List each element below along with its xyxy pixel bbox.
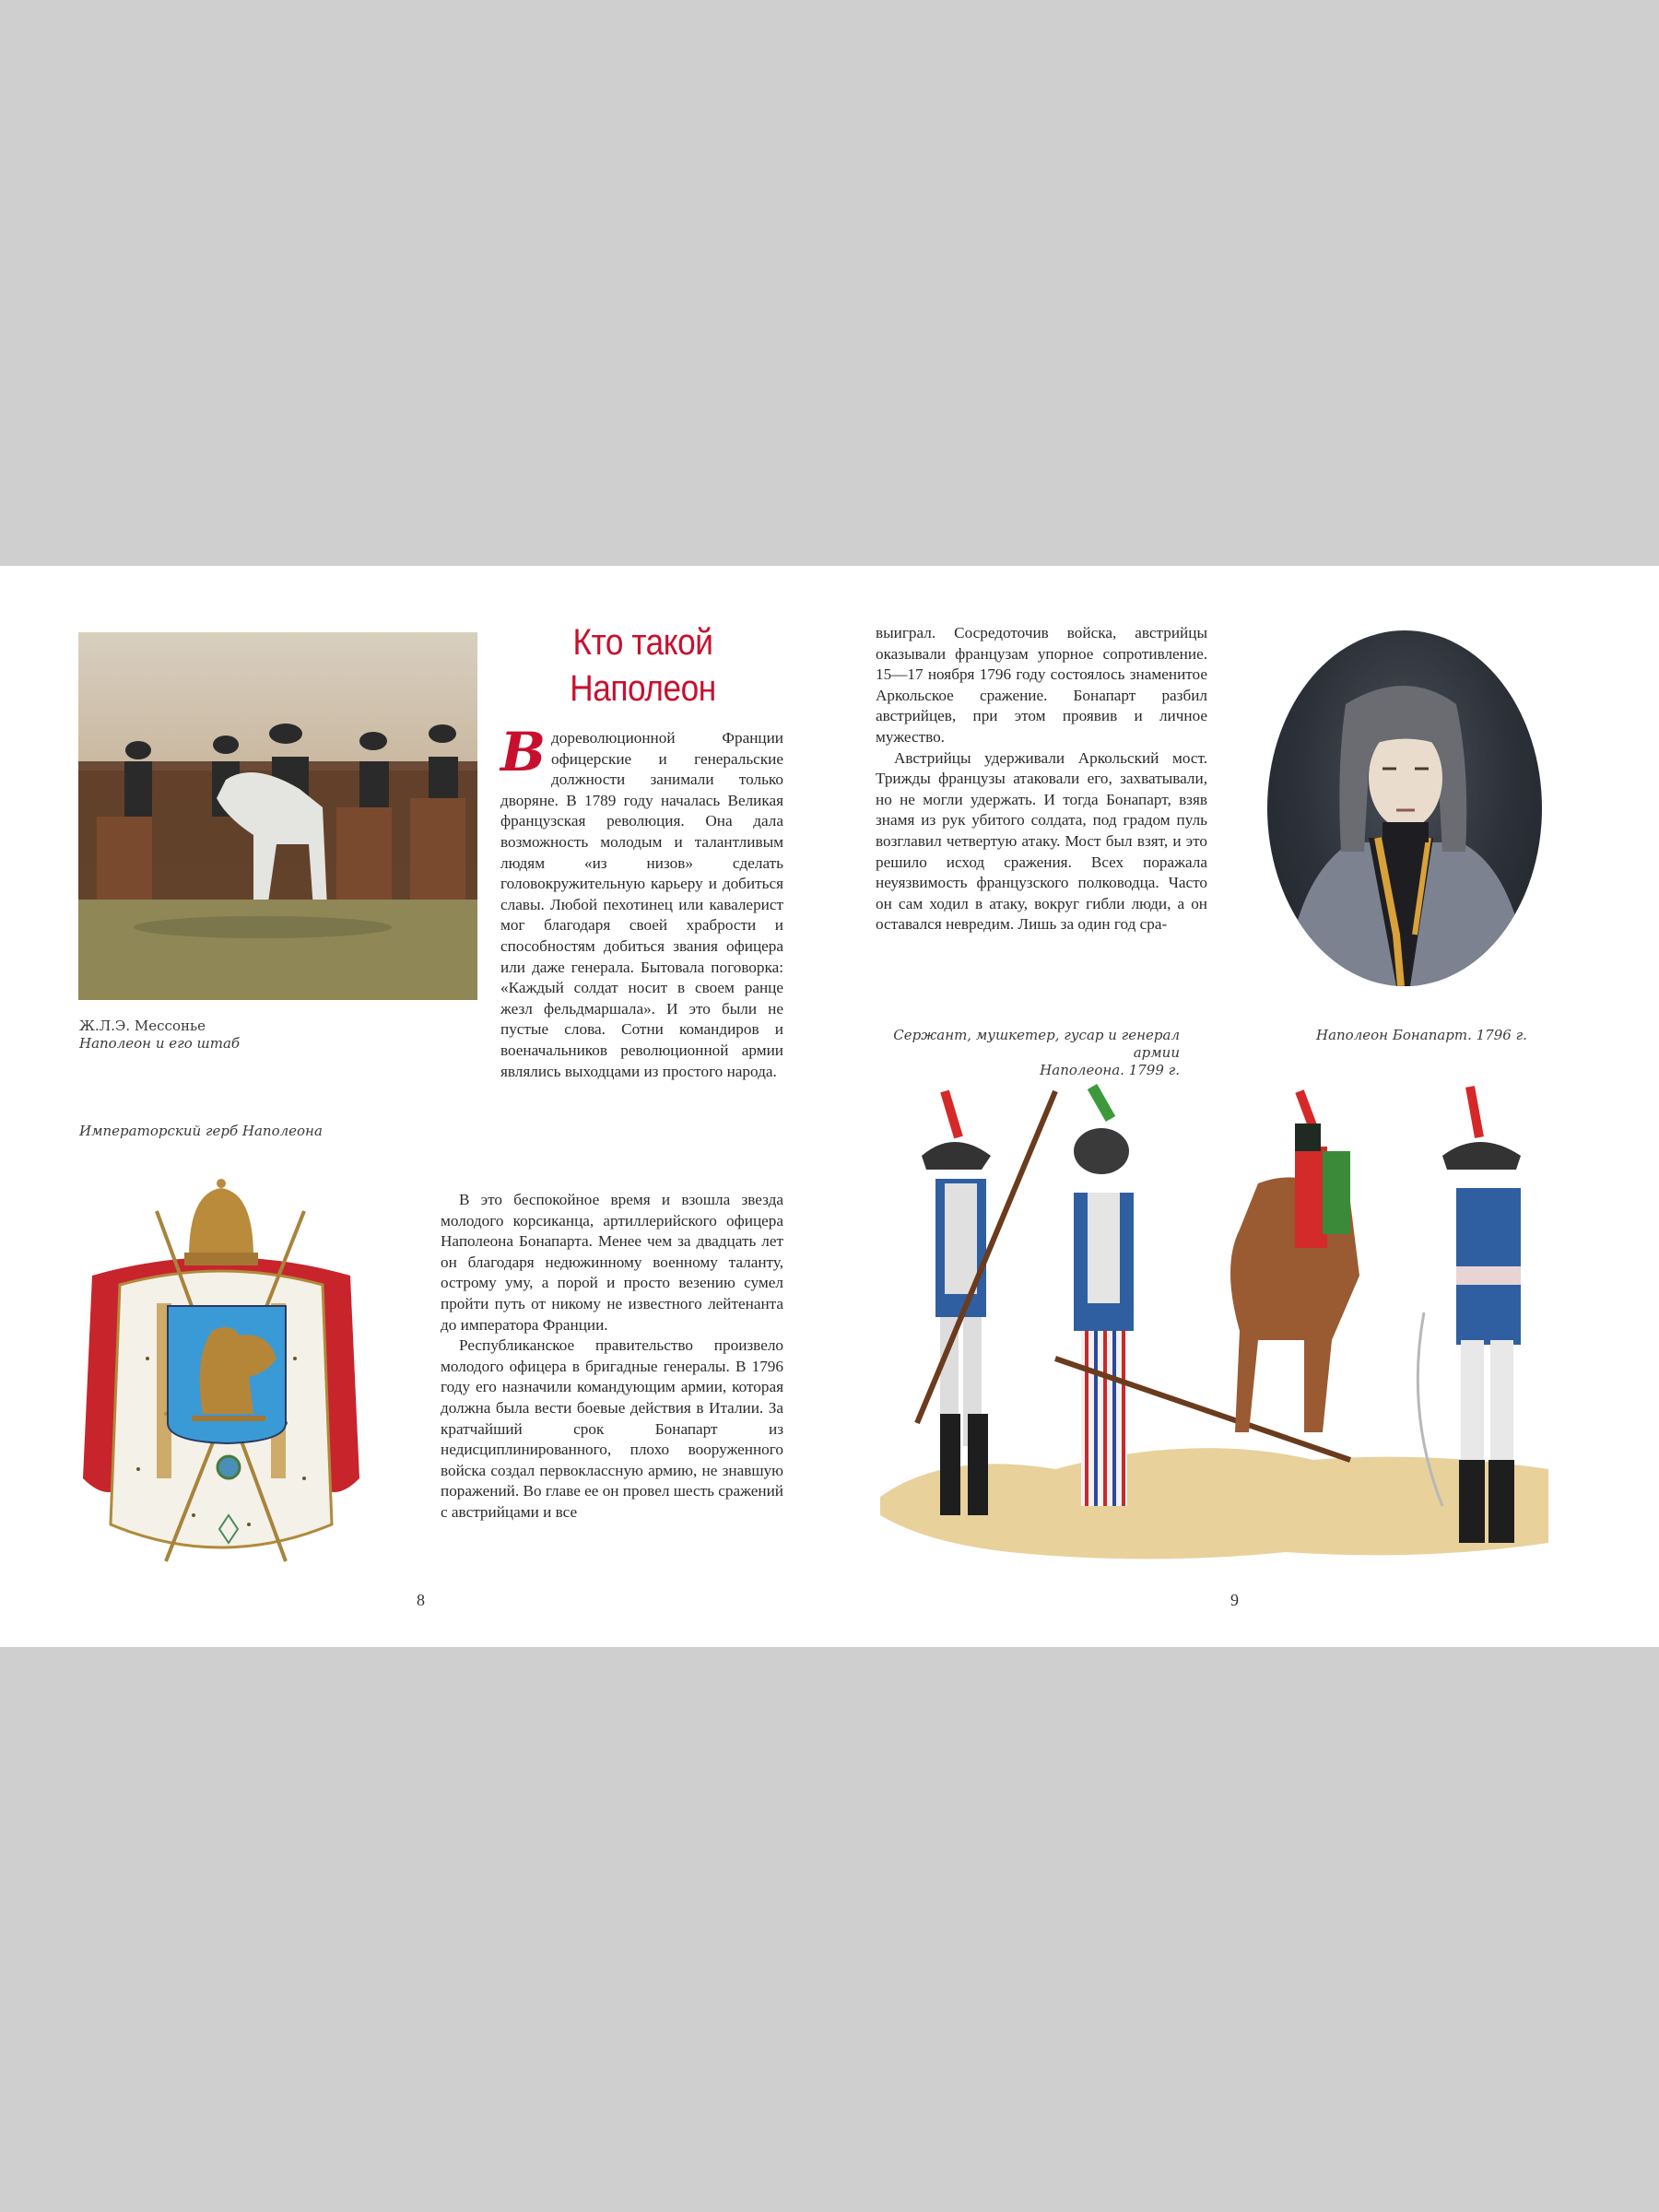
paragraph-5: Австрийцы удерживали Аркольский мост. Трижды французы атаковали его, захватывали, но не могли удержать. И тогда Бонапарт, взяв знамя из рук убитого солдата, под градом пуль возглавил четвертую атаку. Мост был взят, и это решило исход сражения. Всех поражала неуязвимость французского полководца. Часто он сам ходил в атаку, вокруг гибли люди, а он оставался невредим. Лишь за один год сра- bbox=[876, 748, 1207, 934]
paragraph-1: дореволюционной Франции офицерские и генеральские должности занимали только дворяне. В 1789 году началась Великая французская революция. Она дала возможность молодым и талантливым людям «из низов» сделать головокружительную карьеру и добиться славы. Любой пехотинец или кавалерист мог благодаря своей храбрости и способностям добиться звания офицера или даже генерала. Бытовала поговорка: «Каждый солдат носит в своем ранце жезл фельдмаршала». И это были не пустые слова. Сотни командиров и военачальников революционной армии являлись выходцами из простого народа. bbox=[500, 729, 783, 1080]
page-number-right: 9 bbox=[1230, 1591, 1239, 1609]
paragraph-2: В это беспокойное время и взошла звезда молодого корсиканца, артиллерийского офицера Наполеона Бонапарта. Менее чем за двадцать лет он благодаря недюжинному военному таланту, острому уму, а порой и просто везению сумел пройти путь от никому не известного лейтенанта до императора Франции. bbox=[441, 1191, 783, 1334]
portrait-napoleon-1796 bbox=[1267, 630, 1542, 986]
soldiers-caption-line-1: Сержант, мушкетер, гусар и генерал армии bbox=[893, 1027, 1180, 1061]
painting-icon bbox=[78, 632, 477, 1000]
right-body-text bbox=[876, 623, 1207, 935]
portrait-caption: Наполеон Бонапарт. 1796 г. bbox=[1316, 1027, 1527, 1043]
left-body-text-continued bbox=[441, 1190, 783, 1524]
painting-caption bbox=[79, 1018, 356, 1053]
page-title bbox=[519, 619, 766, 712]
soldiers-caption-line-2: Наполеона. 1799 г. bbox=[1040, 1062, 1180, 1078]
portrait-icon bbox=[1267, 630, 1542, 986]
left-body-text bbox=[500, 721, 783, 1082]
dropcap-letter: В bbox=[500, 721, 547, 783]
coat-of-arms-caption: Императорский герб Наполеона bbox=[79, 1123, 323, 1139]
title-line-2: Наполеон bbox=[570, 668, 716, 709]
coat-of-arms-icon bbox=[55, 1174, 387, 1580]
imperial-coat-of-arms bbox=[55, 1174, 387, 1580]
paragraph-3: Республиканское правительство произвело молодого офицера в бригадные генералы. В 1796 году его назначили командующим армии, которая должна была вести боевые действия в Италии. За кратчайший срок Бонапарт из недисциплинированного, плохо вооруженного войска создал первоклассную армию, не знавшую поражений. Во главе ее он провел шесть сражений с австрийцами и все bbox=[441, 1336, 783, 1521]
painting-napoleon-staff bbox=[78, 632, 477, 1000]
title-line-1: Кто такой bbox=[572, 622, 713, 663]
paragraph-4: выиграл. Сосредоточив войска, австрийцы оказывали французам упорное сопротивление. 15—17 ноября 1796 году состоялось знаменитое Аркольское сражение. Бонапарт разбил австрийцев, при этом проявив и личное мужество. bbox=[876, 624, 1207, 746]
painting-caption-author: Ж.Л.Э. Мессонье bbox=[79, 1018, 206, 1034]
page-number-left: 8 bbox=[417, 1591, 425, 1609]
soldiers-icon bbox=[871, 1064, 1548, 1580]
painting-caption-title: Наполеон и его штаб bbox=[79, 1035, 241, 1052]
soldiers-illustration bbox=[871, 1064, 1548, 1580]
book-spread bbox=[0, 566, 1659, 1647]
